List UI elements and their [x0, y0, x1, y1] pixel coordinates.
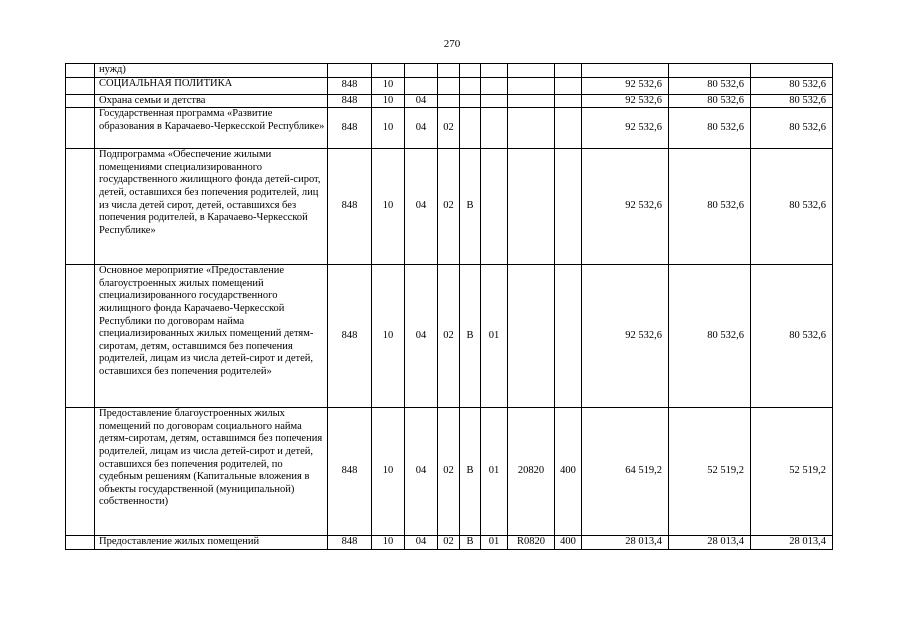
table-row — [66, 536, 833, 550]
section-code-cell: 10 — [372, 108, 405, 149]
expense-type-cell — [555, 149, 582, 265]
measure-code-cell: 01 — [481, 408, 508, 536]
measure-code-cell — [481, 94, 508, 108]
direction-code-cell: 20820 — [508, 408, 555, 536]
ministry-code-cell: 848 — [328, 149, 372, 265]
subsection-code-cell: 04 — [405, 265, 438, 408]
expense-type-cell — [555, 77, 582, 94]
amount-year-2-cell: 80 532,6 — [669, 77, 751, 94]
amount-year-1-cell: 92 532,6 — [582, 94, 669, 108]
direction-code-cell — [508, 94, 555, 108]
amount-year-1-cell: 92 532,6 — [582, 77, 669, 94]
ministry-code-cell: 848 — [328, 77, 372, 94]
direction-code-cell — [508, 149, 555, 265]
measure-code-cell — [481, 77, 508, 94]
blank-cell — [66, 149, 95, 265]
measure-code-cell: 01 — [481, 265, 508, 408]
subprogram-code-cell — [460, 77, 481, 94]
table-row — [66, 149, 833, 265]
table-row — [66, 265, 833, 408]
subprogram-code-cell — [460, 64, 481, 78]
subsection-code-cell: 04 — [405, 408, 438, 536]
expense-type-cell — [555, 64, 582, 78]
amount-year-3-cell: 80 532,6 — [751, 265, 833, 408]
row-name-cell: нужд) — [95, 64, 328, 78]
subsection-code-cell: 04 — [405, 108, 438, 149]
subprogram-code-cell: В — [460, 265, 481, 408]
section-code-cell — [372, 64, 405, 78]
program-code-cell: 02 — [438, 536, 460, 550]
table-row — [66, 77, 833, 94]
blank-cell — [66, 64, 95, 78]
amount-year-2-cell: 52 519,2 — [669, 408, 751, 536]
amount-year-3-cell: 80 532,6 — [751, 108, 833, 149]
ministry-code-cell: 848 — [328, 94, 372, 108]
row-name-cell: Предоставление благоустроенных жилых помещений по договорам социального найма детям-сиротам, детям, оставшимся без попечения родителей, лицам из числа детей-сирот и детей, оставшихся без попечения родителей, по судебным решениям (Капитальные вложения в объекты государственной (муниципальной) собственности) — [95, 408, 328, 536]
amount-year-3-cell: 80 532,6 — [751, 94, 833, 108]
measure-code-cell: 01 — [481, 536, 508, 550]
section-code-cell: 10 — [372, 408, 405, 536]
section-code-cell: 10 — [372, 149, 405, 265]
amount-year-3-cell: 52 519,2 — [751, 408, 833, 536]
amount-year-1-cell: 92 532,6 — [582, 108, 669, 149]
expense-type-cell — [555, 94, 582, 108]
row-name-cell: СОЦИАЛЬНАЯ ПОЛИТИКА — [95, 77, 328, 94]
ministry-code-cell: 848 — [328, 265, 372, 408]
row-name-cell: Охрана семьи и детства — [95, 94, 328, 108]
direction-code-cell — [508, 265, 555, 408]
budget-table — [65, 63, 833, 550]
section-code-cell: 10 — [372, 536, 405, 550]
amount-year-2-cell: 80 532,6 — [669, 265, 751, 408]
measure-code-cell — [481, 149, 508, 265]
subsection-code-cell: 04 — [405, 536, 438, 550]
row-name-cell: Основное мероприятие «Предоставление благоустроенных жилых помещений специализированного государственного жилищного фонда Карачаево-Черкесской Республики по договорам найма специализированных жилых помещений детям-сиротам, детям, оставшимся без попечения родителей, лицам из числа детей-сирот и детей, оставшихся без попечения родителей» — [95, 265, 328, 408]
amount-year-2-cell: 80 532,6 — [669, 149, 751, 265]
blank-cell — [66, 77, 95, 94]
subsection-code-cell — [405, 77, 438, 94]
subprogram-code-cell: В — [460, 149, 481, 265]
row-name-cell: Подпрограмма «Обеспечение жилыми помещениями специализированного государственного жилищного фонда детей-сирот, детей, оставшихся без попечения родителей, лиц из числа детей сирот, детей, оставшихся без попечения родителей, в Карачаево-Черкесской Республике» — [95, 149, 328, 265]
blank-cell — [66, 408, 95, 536]
ministry-code-cell: 848 — [328, 408, 372, 536]
ministry-code-cell: 848 — [328, 108, 372, 149]
amount-year-3-cell: 80 532,6 — [751, 77, 833, 94]
table-body — [66, 64, 833, 550]
program-code-cell: 02 — [438, 408, 460, 536]
page-number: 270 — [443, 38, 461, 50]
row-name-cell: Государственная программа «Развитие образования в Карачаево-Черкесской Республике» — [95, 108, 328, 149]
amount-year-1-cell: 64 519,2 — [582, 408, 669, 536]
program-code-cell — [438, 94, 460, 108]
amount-year-2-cell: 28 013,4 — [669, 536, 751, 550]
amount-year-2-cell: 80 532,6 — [669, 108, 751, 149]
amount-year-3-cell: 28 013,4 — [751, 536, 833, 550]
table-row — [66, 408, 833, 536]
amount-year-3-cell: 80 532,6 — [751, 149, 833, 265]
blank-cell — [66, 265, 95, 408]
direction-code-cell — [508, 108, 555, 149]
program-code-cell: 02 — [438, 108, 460, 149]
subsection-code-cell: 04 — [405, 94, 438, 108]
direction-code-cell — [508, 77, 555, 94]
subprogram-code-cell — [460, 108, 481, 149]
table-row — [66, 64, 833, 78]
amount-year-2-cell: 80 532,6 — [669, 94, 751, 108]
section-code-cell: 10 — [372, 77, 405, 94]
program-code-cell: 02 — [438, 265, 460, 408]
subsection-code-cell: 04 — [405, 149, 438, 265]
amount-year-1-cell: 92 532,6 — [582, 149, 669, 265]
subprogram-code-cell: В — [460, 408, 481, 536]
ministry-code-cell — [328, 64, 372, 78]
program-code-cell — [438, 77, 460, 94]
direction-code-cell — [508, 64, 555, 78]
amount-year-2-cell — [669, 64, 751, 78]
expense-type-cell — [555, 108, 582, 149]
blank-cell — [66, 536, 95, 550]
amount-year-1-cell: 28 013,4 — [582, 536, 669, 550]
expense-type-cell — [555, 265, 582, 408]
table-row — [66, 94, 833, 108]
amount-year-1-cell — [582, 64, 669, 78]
subprogram-code-cell — [460, 94, 481, 108]
subprogram-code-cell: В — [460, 536, 481, 550]
blank-cell — [66, 108, 95, 149]
direction-code-cell: R0820 — [508, 536, 555, 550]
subsection-code-cell — [405, 64, 438, 78]
blank-cell — [66, 94, 95, 108]
expense-type-cell: 400 — [555, 536, 582, 550]
table-row — [66, 108, 833, 149]
ministry-code-cell: 848 — [328, 536, 372, 550]
program-code-cell: 02 — [438, 149, 460, 265]
program-code-cell — [438, 64, 460, 78]
section-code-cell: 10 — [372, 94, 405, 108]
measure-code-cell — [481, 64, 508, 78]
measure-code-cell — [481, 108, 508, 149]
section-code-cell: 10 — [372, 265, 405, 408]
expense-type-cell: 400 — [555, 408, 582, 536]
amount-year-1-cell: 92 532,6 — [582, 265, 669, 408]
amount-year-3-cell — [751, 64, 833, 78]
row-name-cell: Предоставление жилых помещений — [95, 536, 328, 550]
